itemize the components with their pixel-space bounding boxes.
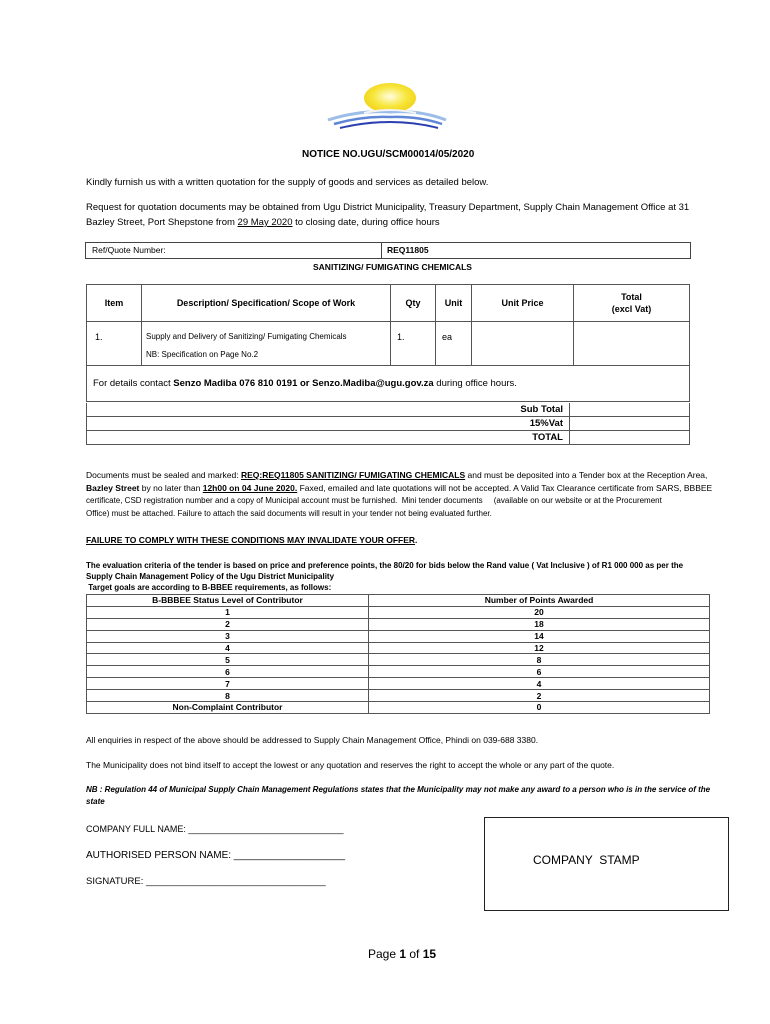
company-name-field[interactable]: COMPANY FULL NAME: _______________________________ [86, 824, 344, 834]
bbbee-row [87, 630, 710, 642]
contact-details: Senzo Madiba 076 810 0191 or Senzo.Madiba@ugu.gov.za [173, 378, 434, 389]
ref-value: REQ11805 [387, 245, 429, 255]
bbbee-points: 6 [369, 666, 710, 678]
notice-title: NOTICE NO.UGU/SCM00014/05/2020 [302, 149, 475, 160]
bbbee-level: 5 [87, 654, 369, 666]
evaluation-line-3: Target goals are according to B-BBEE requirements, as follows: [86, 583, 332, 592]
collection-date: 29 May 2020 [237, 217, 293, 228]
bbbee-row [87, 666, 710, 678]
evaluation-line-2: Supply Chain Management Policy of the Ugu District Municipality [86, 572, 335, 581]
enquiries-line: All enquiries in respect of the above should be addressed to Supply Chain Management Office, Phindi on 039-688 3380. [86, 735, 539, 745]
bbbee-level: Non-Complaint Contributor [87, 702, 369, 714]
header-qty: Qty [391, 285, 436, 322]
vat-label: 15%Vat [87, 417, 570, 431]
intro-line-3: Bazley Street, Port Shepstone from 29 May 2020 to closing date, during office hours [86, 217, 440, 228]
page-footer: Page 1 of 15 [368, 947, 437, 961]
company-stamp-label: COMPANY STAMP [533, 853, 640, 867]
signature-field[interactable]: SIGNATURE: __________________________________ [86, 876, 326, 887]
authorised-person-field[interactable]: AUTHORISED PERSON NAME: ____________________ [86, 850, 346, 861]
evaluation-line-1: The evaluation criteria of the tender is based on price and preference points, the 80/20 for bids below the Rand value ( Vat Inclusive ) of R1 000 000 as per the [86, 561, 684, 570]
bbbee-row [87, 678, 710, 690]
items-table-title: SANITIZING/ FUMIGATING CHEMICALS [313, 262, 472, 272]
intro-line-2: Request for quotation documents may be obtained from Ugu District Municipality, Treasury Department, Supply Chain Management Office at 31 [86, 202, 690, 213]
page-number: 1 [399, 947, 407, 961]
row-unit-price [472, 322, 574, 366]
bbbee-row [87, 702, 710, 714]
instructions-line-3: certificate, CSD registration number and a copy of Municipal account must be furnished. Mini tender documents (available on our website or at the Procurement [86, 496, 662, 505]
bbbee-level: 6 [87, 666, 369, 678]
company-stamp-box [484, 817, 729, 911]
ref-divider [381, 243, 382, 258]
subtotal-label: Sub Total [87, 403, 570, 417]
bbbee-points: 0 [369, 702, 710, 714]
instructions-line-2: Bazley Street by no later than 12h00 on 04 June 2020. Faxed, emailed and late quotations will not be accepted. A Valid Tax Clearance certificate from SARS, BBBEE [86, 483, 713, 493]
row-description: Supply and Delivery of Sanitizing/ Fumigating Chemicals NB: Specification on Page No.2 [142, 322, 391, 366]
items-table [86, 284, 690, 402]
ugu-logo [320, 80, 450, 130]
bbbee-level: 2 [87, 618, 369, 630]
header-description: Description/ Specification/ Scope of Work [142, 285, 391, 322]
total-value [570, 431, 690, 445]
row-qty: 1. [391, 322, 436, 366]
bbbee-row [87, 642, 710, 654]
row-unit: ea [436, 322, 472, 366]
regulation-line-2: state [86, 797, 105, 806]
ref-label: Ref/Quote Number: [92, 245, 166, 255]
page-total: 15 [422, 947, 437, 961]
bbbee-points: 14 [369, 630, 710, 642]
bbbee-table [86, 594, 710, 714]
row-item: 1. [87, 322, 142, 366]
bbbee-header-points: Number of Points Awarded [369, 595, 710, 607]
sealed-label: REQ:REQ11805 SANITIZING/ FUMIGATING CHEMICALS [240, 470, 466, 480]
bbbee-row [87, 606, 710, 618]
municipality-note: The Municipality does not bind itself to accept the lowest or any quotation and reserves the right to accept the whole or any part of the quote. [86, 760, 615, 770]
vat-value [570, 417, 690, 431]
bbbee-points: 2 [369, 690, 710, 702]
bbbee-row [87, 618, 710, 630]
bbbee-points: 8 [369, 654, 710, 666]
header-unit-price: Unit Price [472, 285, 574, 322]
bbbee-points: 12 [369, 642, 710, 654]
closing-date: 12h00 on 04 June 2020. [202, 483, 298, 493]
header-item: Item [87, 285, 142, 322]
sun-logo-icon [320, 80, 450, 130]
totals-table [86, 403, 690, 445]
bbbee-level: 8 [87, 690, 369, 702]
intro-line-1: Kindly furnish us with a written quotation for the supply of goods and services as detailed below. [86, 177, 489, 188]
contact-cell: For details contact Senzo Madiba 076 810 0191 or Senzo.Madiba@ugu.gov.za during office hours. [87, 366, 690, 402]
instructions-line-1: Documents must be sealed and marked: REQ:REQ11805 SANITIZING/ FUMIGATING CHEMICALS and must be deposited into a Tender box at the Reception Area, [86, 470, 708, 480]
bbbee-level: 3 [87, 630, 369, 642]
ref-box [85, 242, 691, 259]
bbbee-level: 7 [87, 678, 369, 690]
row-note: NB: Specification on Page No.2 [146, 350, 259, 359]
bbbee-row [87, 690, 710, 702]
header-unit: Unit [436, 285, 472, 322]
bbbee-points: 4 [369, 678, 710, 690]
header-total: Total (excl Vat) [574, 285, 690, 322]
bbbee-points: 20 [369, 606, 710, 618]
total-label: TOTAL [87, 431, 570, 445]
instructions-line-4: Office) must be attached. Failure to attach the said documents will result in your tender not being evaluated further. [86, 509, 492, 518]
bbbee-level: 1 [87, 606, 369, 618]
bbbee-level: 4 [87, 642, 369, 654]
warning-line: FAILURE TO COMPLY WITH THESE CONDITIONS MAY INVALIDATE YOUR OFFER. [86, 535, 418, 545]
bbbee-points: 18 [369, 618, 710, 630]
regulation-line-1: NB : Regulation 44 of Municipal Supply Chain Management Regulations states that the Municipality may not make any award to a person who is in the service of the [86, 785, 711, 794]
bbbee-header-level: B-BBBEE Status Level of Contributor [87, 595, 369, 607]
row-total [574, 322, 690, 366]
subtotal-value [570, 403, 690, 417]
bbbee-row [87, 654, 710, 666]
